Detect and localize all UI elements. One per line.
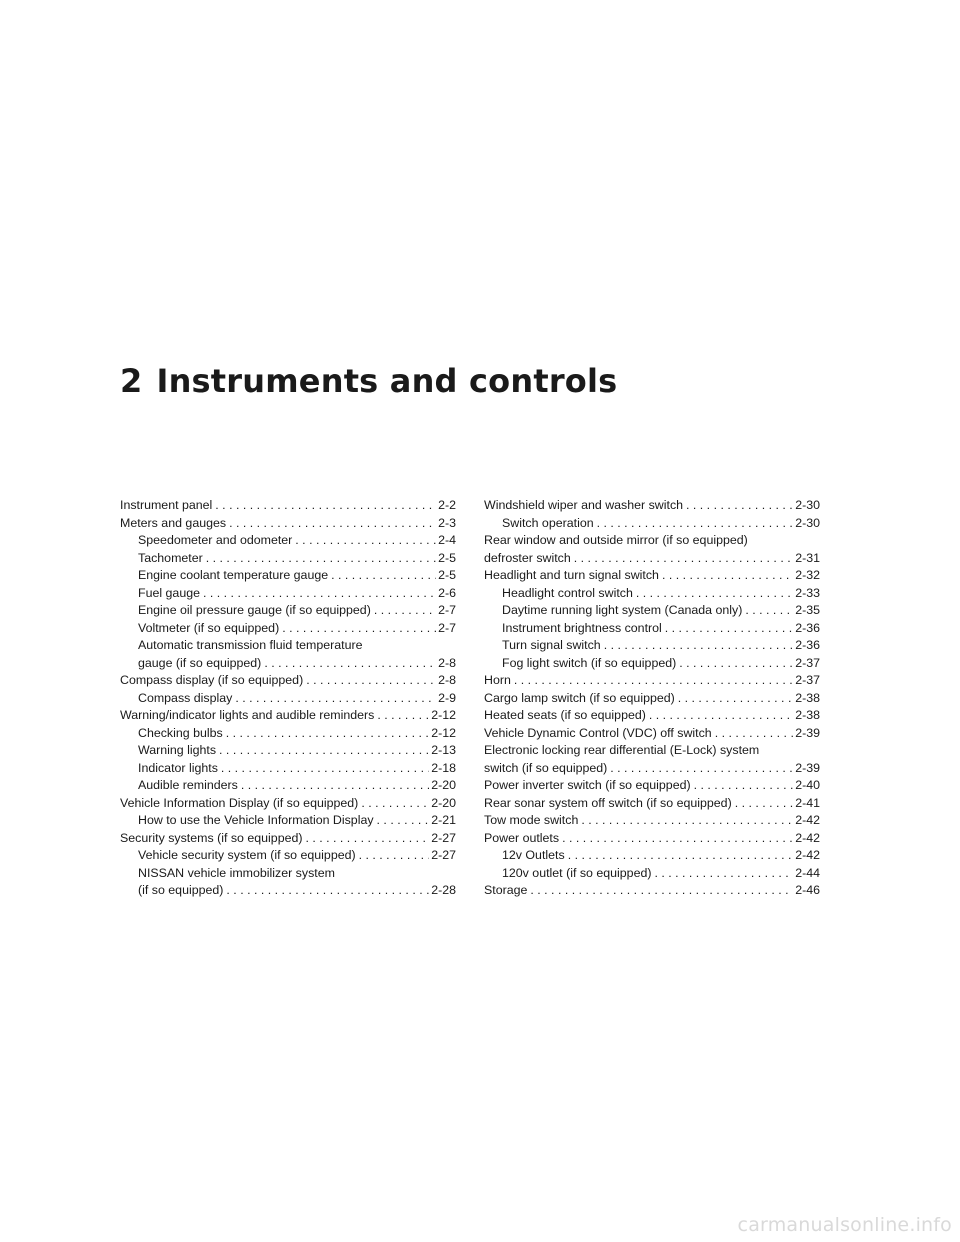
toc-entry[interactable] xyxy=(120,882,456,900)
toc-entry-label: Cargo lamp switch (if so equipped) xyxy=(484,690,675,705)
toc-entry-label: Headlight and turn signal switch xyxy=(484,568,659,582)
toc-leader-dots xyxy=(226,725,429,743)
toc-leader-dots xyxy=(649,707,793,725)
toc-entry[interactable] xyxy=(484,812,820,830)
toc-entry-page: 2-42 xyxy=(795,813,820,827)
toc-entry-label: Tachometer xyxy=(138,550,203,565)
toc-entry[interactable] xyxy=(484,532,820,550)
toc-leader-dots xyxy=(745,602,793,620)
toc-leader-dots xyxy=(514,672,793,690)
toc-entry[interactable] xyxy=(484,620,820,638)
toc-entry-label: Windshield wiper and washer switch xyxy=(484,498,684,512)
toc-leader-dots xyxy=(735,795,793,813)
toc-entry[interactable] xyxy=(120,655,456,673)
toc-leader-dots xyxy=(604,637,793,655)
toc-entry-page: 2-8 xyxy=(438,673,456,687)
toc-entry-page: 2-3 xyxy=(438,515,456,530)
toc-entry-page: 2-32 xyxy=(795,568,820,582)
toc-entry-label: Tow mode switch xyxy=(484,813,579,827)
toc-entry-label: Voltmeter (if so equipped) xyxy=(138,620,280,635)
toc-leader-dots xyxy=(215,497,436,515)
toc-leader-dots xyxy=(226,882,429,900)
toc-entry-page: 2-42 xyxy=(795,830,820,845)
toc-entry-page: 2-21 xyxy=(431,813,456,827)
toc-entry-label: Engine coolant temperature gauge xyxy=(138,568,329,582)
toc-entry-page: 2-38 xyxy=(795,708,820,722)
toc-entry-page: 2-27 xyxy=(431,830,456,845)
toc-entry[interactable] xyxy=(120,707,456,725)
toc-entry-page: 2-2 xyxy=(438,498,456,512)
toc-entry[interactable] xyxy=(120,847,456,865)
toc-entry-label: gauge (if so equipped) xyxy=(138,655,262,670)
toc-entry[interactable] xyxy=(120,602,456,620)
toc-entry-page: 2-20 xyxy=(431,795,456,810)
toc-entry[interactable] xyxy=(120,550,456,568)
chapter-number: 2 xyxy=(120,362,143,400)
toc-leader-dots xyxy=(636,585,793,603)
toc-entry[interactable] xyxy=(120,532,456,550)
toc-entry-page: 2-28 xyxy=(431,883,456,897)
toc-entry[interactable] xyxy=(120,812,456,830)
toc-entry-page: 2-20 xyxy=(431,778,456,792)
toc-entry[interactable] xyxy=(120,672,456,690)
toc-leader-dots xyxy=(306,830,430,848)
toc-entry[interactable] xyxy=(120,690,456,708)
toc-entry-label: NISSAN vehicle immobilizer system xyxy=(138,865,335,880)
toc-entry-page: 2-37 xyxy=(795,673,820,687)
toc-leader-dots xyxy=(306,672,436,690)
toc-leader-dots xyxy=(679,655,793,673)
toc-leader-dots xyxy=(282,620,436,638)
toc-entry-page: 2-12 xyxy=(431,708,456,722)
toc-leader-dots xyxy=(662,567,793,585)
toc-entry-label: How to use the Vehicle Information Display xyxy=(138,813,374,827)
toc-entry-label: Warning/indicator lights and audible reminders xyxy=(120,708,375,722)
toc-entry-label: Fog light switch (if so equipped) xyxy=(502,655,677,670)
toc-entry-page: 2-37 xyxy=(795,655,820,670)
toc-entry[interactable] xyxy=(120,865,456,883)
toc-entry[interactable] xyxy=(120,637,456,655)
toc-entry[interactable] xyxy=(484,760,820,778)
toc-leader-dots xyxy=(235,690,436,708)
toc-leader-dots xyxy=(574,550,793,568)
toc-entry-label: Power outlets xyxy=(484,830,560,845)
toc-entry[interactable] xyxy=(484,567,820,585)
toc-entry-label: Checking bulbs xyxy=(138,725,223,740)
toc-entry[interactable] xyxy=(120,777,456,795)
toc-entry-label: Compass display xyxy=(138,690,233,705)
toc-entry-label: Fuel gauge xyxy=(138,585,201,600)
toc-entry-label: Indicator lights xyxy=(138,760,218,775)
toc-entry-page: 2-27 xyxy=(431,848,456,862)
toc-entry[interactable] xyxy=(484,795,820,813)
toc-entry-label: Power inverter switch (if so equipped) xyxy=(484,778,691,792)
toc-leader-dots xyxy=(686,497,793,515)
toc-entry-page: 2-35 xyxy=(795,603,820,617)
toc-entry[interactable] xyxy=(120,742,456,760)
toc-entry-page: 2-42 xyxy=(795,848,820,862)
toc-entry-label: (if so equipped) xyxy=(138,883,224,897)
toc-leader-dots xyxy=(241,777,429,795)
toc-entry-label: Automatic transmission fluid temperature xyxy=(138,638,363,652)
toc-right-column xyxy=(484,497,820,900)
toc-entry-label: Vehicle security system (if so equipped) xyxy=(138,848,356,862)
toc-entry[interactable] xyxy=(484,882,820,900)
toc-entry[interactable] xyxy=(484,672,820,690)
toc-entry-label: switch (if so equipped) xyxy=(484,760,608,775)
chapter-title-text: Instruments and controls xyxy=(156,362,618,400)
toc-entry[interactable] xyxy=(120,795,456,813)
toc-entry-page: 2-40 xyxy=(795,778,820,792)
toc-entry[interactable] xyxy=(120,830,456,848)
watermark: carmanualsonline.info xyxy=(737,1214,952,1236)
toc-entry[interactable] xyxy=(484,847,820,865)
toc-entry-page: 2-9 xyxy=(438,690,456,705)
toc-entry-page: 2-41 xyxy=(795,795,820,810)
toc-leader-dots xyxy=(665,620,793,638)
toc-entry-page: 2-30 xyxy=(795,498,820,512)
toc-leader-dots xyxy=(264,655,436,673)
toc-entry[interactable] xyxy=(484,550,820,568)
toc-leader-dots xyxy=(654,865,793,883)
toc-leader-dots xyxy=(530,882,793,900)
toc-entry-label: Engine oil pressure gauge (if so equipped) xyxy=(138,603,371,617)
toc-leader-dots xyxy=(361,795,429,813)
toc-entry-page: 2-31 xyxy=(795,550,820,565)
toc-entry-page: 2-30 xyxy=(795,515,820,530)
toc-entry-label: Security systems (if so equipped) xyxy=(120,830,303,845)
toc-leader-dots xyxy=(377,707,429,725)
toc-entry[interactable] xyxy=(120,585,456,603)
toc-entry[interactable] xyxy=(484,707,820,725)
toc-leader-dots xyxy=(678,690,793,708)
toc-entry-page: 2-39 xyxy=(795,725,820,740)
toc-entry[interactable] xyxy=(484,602,820,620)
toc-entry[interactable] xyxy=(120,497,456,515)
toc-entry-label: Vehicle Dynamic Control (VDC) off switch xyxy=(484,725,712,740)
toc-entry-page: 2-44 xyxy=(795,865,820,880)
toc-left-column xyxy=(120,497,456,900)
toc-leader-dots xyxy=(229,515,436,533)
toc-entry-label: Storage xyxy=(484,883,528,897)
toc-entry[interactable] xyxy=(484,865,820,883)
toc-entry-page: 2-18 xyxy=(431,760,456,775)
toc-entry-label: Compass display (if so equipped) xyxy=(120,673,304,687)
toc-entry-label: Switch operation xyxy=(502,515,594,530)
toc-leader-dots xyxy=(206,550,436,568)
toc-leader-dots xyxy=(203,585,436,603)
toc-entry[interactable] xyxy=(484,655,820,673)
toc-entry-label: Rear sonar system off switch (if so equipped) xyxy=(484,795,732,810)
toc-entry[interactable] xyxy=(484,515,820,533)
toc-entry[interactable] xyxy=(484,777,820,795)
toc-entry-page: 2-39 xyxy=(795,760,820,775)
toc-entry-label: Horn xyxy=(484,673,511,687)
toc-entry[interactable] xyxy=(120,567,456,585)
toc-leader-dots xyxy=(610,760,793,778)
toc-leader-dots xyxy=(581,812,793,830)
toc-entry[interactable] xyxy=(120,760,456,778)
toc-entry[interactable] xyxy=(484,690,820,708)
toc-leader-dots xyxy=(377,812,430,830)
toc-entry-page: 2-5 xyxy=(438,568,456,582)
toc-entry-label: Instrument brightness control xyxy=(502,620,662,635)
toc-entry-page: 2-8 xyxy=(438,655,456,670)
toc-entry-page: 2-6 xyxy=(438,585,456,600)
toc-leader-dots xyxy=(295,532,436,550)
toc-leader-dots xyxy=(715,725,793,743)
toc-entry[interactable] xyxy=(120,515,456,533)
chapter-title xyxy=(120,362,617,400)
toc-entry-label: Instrument panel xyxy=(120,498,213,512)
toc-entry-label: Heated seats (if so equipped) xyxy=(484,708,646,722)
toc-leader-dots xyxy=(359,847,430,865)
toc-entry[interactable] xyxy=(120,620,456,638)
toc-entry-label: Daytime running light system (Canada only) xyxy=(502,603,743,617)
toc-leader-dots xyxy=(219,742,429,760)
toc-entry-page: 2-36 xyxy=(795,620,820,635)
toc-entry[interactable] xyxy=(484,637,820,655)
toc-entry-label: Warning lights xyxy=(138,743,217,757)
toc-entry[interactable] xyxy=(484,725,820,743)
toc-entry[interactable] xyxy=(484,497,820,515)
toc-entry[interactable] xyxy=(120,725,456,743)
toc-entry-label: 12v Outlets xyxy=(502,848,565,862)
toc-entry-page: 2-7 xyxy=(438,603,456,617)
toc-entry-label: 120v outlet (if so equipped) xyxy=(502,865,652,880)
toc-leader-dots xyxy=(568,847,794,865)
toc-leader-dots xyxy=(374,602,436,620)
toc-entry-label: Meters and gauges xyxy=(120,515,227,530)
toc-entry[interactable] xyxy=(484,585,820,603)
toc-leader-dots xyxy=(597,515,794,533)
toc-leader-dots xyxy=(694,777,794,795)
toc-entry-label: Rear window and outside mirror (if so equipped) xyxy=(484,533,748,547)
toc-entry-page: 2-36 xyxy=(795,638,820,652)
toc-entry-label: Audible reminders xyxy=(138,778,238,792)
toc-entry-page: 2-38 xyxy=(795,690,820,705)
toc-entry-label: Vehicle Information Display (if so equipped) xyxy=(120,795,359,810)
toc-entry-page: 2-13 xyxy=(431,743,456,757)
toc-leader-dots xyxy=(562,830,793,848)
toc-entry-page: 2-5 xyxy=(438,550,456,565)
toc-leader-dots xyxy=(331,567,436,585)
toc-entry-label: Turn signal switch xyxy=(502,638,601,652)
toc-entry-label: defroster switch xyxy=(484,550,571,565)
toc-entry[interactable] xyxy=(484,742,820,760)
toc-entry-label: Electronic locking rear differential (E-Lock) system xyxy=(484,743,760,757)
toc-entry-page: 2-33 xyxy=(795,585,820,600)
toc-entry-page: 2-12 xyxy=(431,725,456,740)
toc-leader-dots xyxy=(221,760,429,778)
toc-entry-label: Headlight control switch xyxy=(502,585,633,600)
toc-entry-page: 2-46 xyxy=(795,883,820,897)
toc-entry-page: 2-7 xyxy=(438,620,456,635)
toc-entry-label: Speedometer and odometer xyxy=(138,533,293,547)
toc-entry-page: 2-4 xyxy=(438,533,456,547)
toc-entry[interactable] xyxy=(484,830,820,848)
